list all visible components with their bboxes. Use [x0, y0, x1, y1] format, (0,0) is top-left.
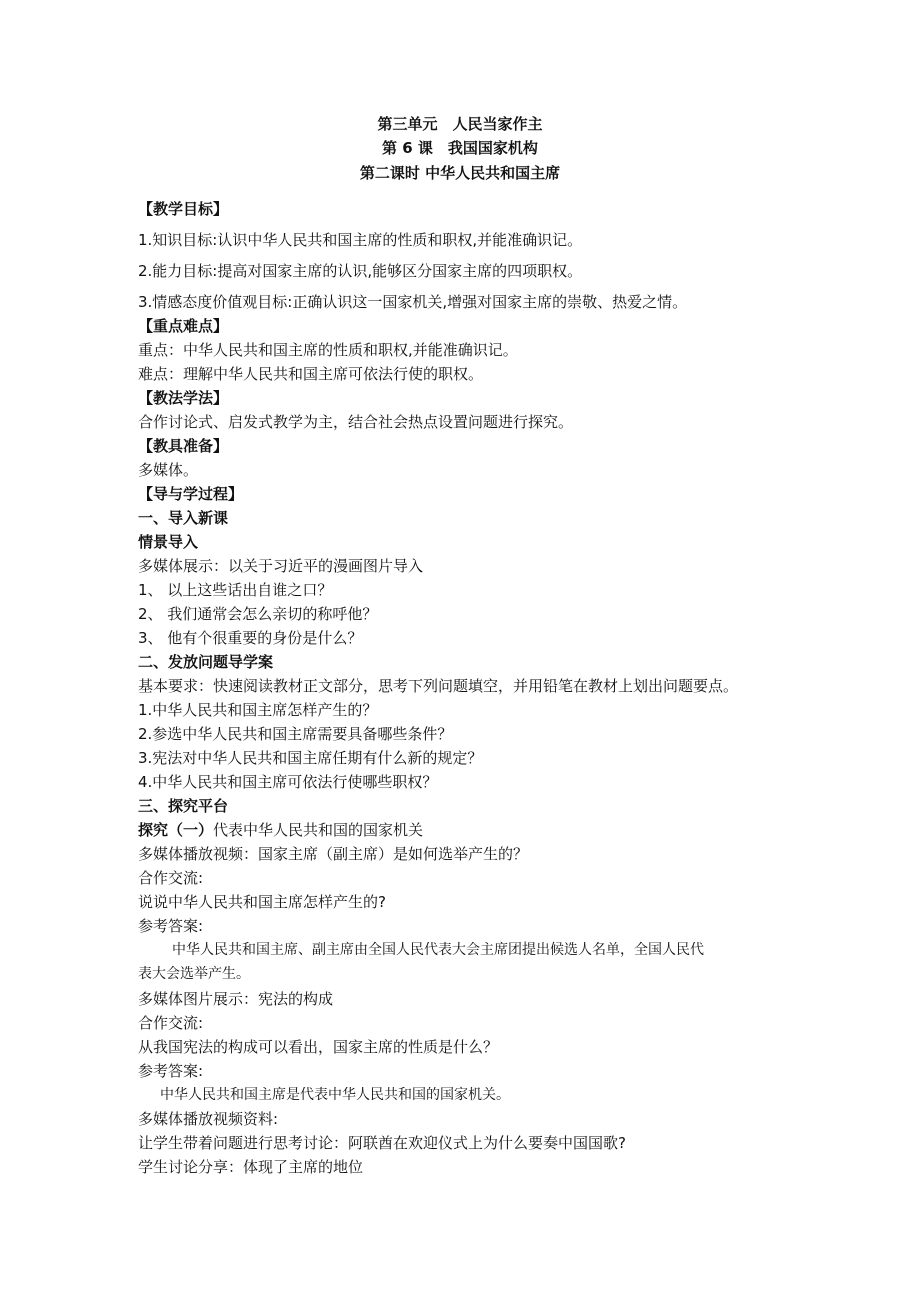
section-heading: 一、导入新课 — [138, 509, 229, 527]
section-heading: 二、发放问题导学案 — [138, 653, 274, 671]
unit-title: 第三单元 人民当家作主 — [377, 115, 543, 133]
guide-question: 1.中华人民共和国主席怎样产生的？ — [138, 701, 378, 719]
tools-text: 多媒体。 — [138, 461, 199, 479]
objective-item: 3.情感态度价值观目标:正确认识这一国家机关,增强对国家主席的崇敬、热爱之情。 — [138, 293, 688, 311]
intro-question: 1、 以上这些话出自谁之口？ — [138, 581, 333, 599]
share-text: 学生讨论分享：体现了主席的地位 — [138, 1158, 364, 1176]
guide-question: 2.参选中华人民共和国主席需要具备哪些条件？ — [138, 725, 453, 743]
question-text: 从我国宪法的构成可以看出，国家主席的性质是什么？ — [138, 1038, 499, 1056]
key-point: 重点：中华人民共和国主席的性质和职权,并能准确识记。 — [138, 341, 518, 359]
section-heading: 三、探究平台 — [138, 797, 229, 815]
key-points-heading: 【重点难点】 — [138, 317, 229, 335]
question-text: 说说中华人民共和国主席怎样产生的? — [138, 893, 386, 911]
guide-question: 4.中华人民共和国主席可依法行使哪些职权？ — [138, 773, 438, 791]
video-text: 多媒体播放视频资料: — [138, 1110, 279, 1128]
coop-label: 合作交流: — [138, 1014, 204, 1032]
answer-text: 表大会选举产生。 — [138, 966, 250, 982]
explore-title: 探究（一） — [138, 821, 214, 839]
requirement-text: 基本要求：快速阅读教材正文部分，思考下列问题填空，并用铅笔在教材上划出问题要点。 — [138, 677, 739, 695]
process-heading: 【导与学过程】 — [138, 485, 244, 503]
difficult-point: 难点：理解中华人民共和国主席可依法行使的职权。 — [138, 365, 484, 383]
intro-question: 3、 他有个很重要的身份是什么？ — [138, 629, 363, 647]
tools-heading: 【教具准备】 — [138, 437, 229, 455]
methods-text: 合作讨论式、启发式教学为主，结合社会热点设置问题进行探究。 — [138, 413, 574, 431]
objectives-heading: 【教学目标】 — [138, 200, 229, 218]
objective-item: 2.能力目标:提高对国家主席的认识,能够区分国家主席的四项职权。 — [138, 262, 583, 280]
objective-item: 1.知识目标:认识中华人民共和国主席的性质和职权,并能准确识记。 — [138, 231, 583, 249]
discussion-text: 让学生带着问题进行思考讨论：阿联酋在欢迎仪式上为什么要奏中国国歌? — [138, 1134, 626, 1152]
reference-label: 参考答案: — [138, 917, 204, 935]
answer-text: 中华人民共和国主席、副主席由全国人民代表大会主席团提出候选人名单，全国人民代 — [172, 942, 704, 958]
intro-text: 多媒体展示：以关于习近平的漫画图片导入 — [138, 557, 424, 575]
explore-line — [138, 820, 423, 840]
image-text: 多媒体图片展示：宪法的构成 — [138, 990, 334, 1008]
lesson-title: 第 6 课 我国国家机构 — [382, 139, 538, 157]
explore-topic: 代表中华人民共和国的国家机关 — [213, 821, 424, 839]
period-title: 第二课时 中华人民共和国主席 — [359, 164, 561, 182]
answer-text: 中华人民共和国主席是代表中华人民共和国的国家机关。 — [160, 1087, 510, 1103]
methods-heading: 【教法学法】 — [138, 389, 229, 407]
video-text: 多媒体播放视频：国家主席（副主席）是如何选举产生的？ — [138, 845, 529, 863]
subsection-heading: 情景导入 — [138, 533, 199, 551]
intro-question: 2、 我们通常会怎么亲切的称呼他？ — [138, 605, 378, 623]
coop-label: 合作交流: — [138, 869, 204, 887]
reference-label: 参考答案: — [138, 1062, 204, 1080]
guide-question: 3.宪法对中华人民共和国主席任期有什么新的规定？ — [138, 749, 483, 767]
